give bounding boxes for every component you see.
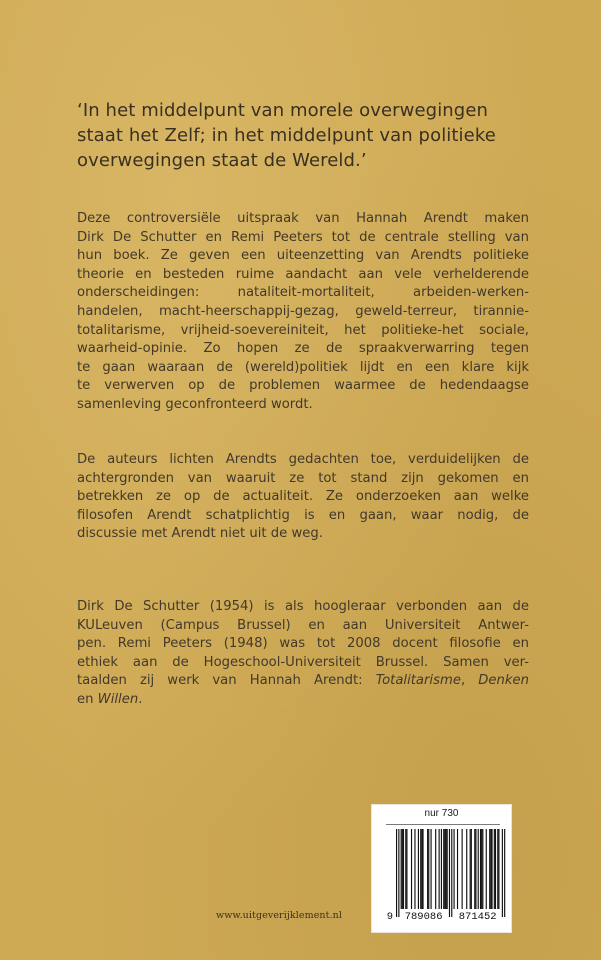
barcode-bar xyxy=(449,829,450,917)
barcode-bar xyxy=(406,829,407,909)
barcode-label xyxy=(371,804,512,933)
barcode-bar xyxy=(414,829,415,909)
barcode-bar xyxy=(495,829,496,909)
quote-line: staat het Zelf; in het middelpunt van politieke xyxy=(77,125,496,146)
text-line xyxy=(77,691,529,710)
barcode-bar xyxy=(451,829,452,917)
cover-quote xyxy=(77,98,547,173)
barcode-bar xyxy=(470,829,471,909)
barcode-bar xyxy=(466,829,467,909)
text-line xyxy=(77,672,529,691)
publisher-website: www.uitgeverijklement.nl xyxy=(216,910,343,921)
text-line: totalitarisme, vrijheid-soevereiniteit, het politieke-het sociale, xyxy=(77,322,529,338)
barcode-bar xyxy=(418,829,419,909)
text-line: pen. Remi Peeters (1948) was tot 2008 docent filosofie en xyxy=(77,636,529,652)
text-line: samenleving geconfronteerd wordt. xyxy=(77,396,313,412)
text-line: hun boek. Ze geven een uiteenzetting van Arendts politieke xyxy=(77,248,529,264)
text-line: betrekken ze op de actualiteit. Ze onderzoeken aan welke xyxy=(77,489,529,505)
barcode-bar xyxy=(443,829,444,909)
barcode-bar xyxy=(403,829,404,909)
barcode-first-digit: 9 xyxy=(386,911,393,923)
book-title-denken: Denken xyxy=(478,673,529,689)
barcode-bar xyxy=(396,829,397,917)
barcode-bar xyxy=(427,829,428,909)
barcode-bar xyxy=(431,829,432,909)
barcode-bar xyxy=(398,829,399,917)
text-fragment: taalden zij werk van Hannah Arendt: xyxy=(77,673,376,689)
barcode-bar xyxy=(490,829,491,909)
author-bio xyxy=(77,598,529,710)
text-line: handelen, macht-heerschappij-gezag, geweld-terreur, tirannie- xyxy=(77,303,529,319)
barcode-bar xyxy=(474,829,475,909)
text-line: waarheid-opinie. Zo hopen ze de spraakverwarring tegen xyxy=(77,341,529,357)
text-line: filosofen Arendt schatplichtig is en gaan, waar nodig, de xyxy=(77,507,529,523)
barcode-bar xyxy=(491,829,492,909)
text-line: te verwerven op de problemen waarmee de hedendaagse xyxy=(77,378,529,394)
nur-code: nur 730 xyxy=(424,808,459,819)
barcode-bar xyxy=(447,829,448,909)
barcode-left-digits: 789086 xyxy=(404,911,443,923)
barcode-bar xyxy=(411,829,412,909)
text-line: theorie en besteden ruime aandacht aan vele verhelderende xyxy=(77,266,529,282)
barcode-bar xyxy=(486,829,487,909)
quote-line: overwegingen staat de Wereld.’ xyxy=(77,150,367,171)
text-line: Dirk De Schutter (1954) is als hoogleraar verbonden aan de xyxy=(77,599,529,614)
text-line: discussie met Arendt niet uit de weg. xyxy=(77,526,323,542)
barcode-bar xyxy=(401,829,402,909)
barcode-bar xyxy=(489,829,490,909)
barcode-bar xyxy=(504,829,505,917)
barcode-right-digits: 871452 xyxy=(458,911,497,923)
text-line: onderscheidingen: nataliteit-mortaliteit, arbeiden-werken- xyxy=(77,285,529,301)
barcode-bar xyxy=(422,829,423,909)
barcode-bar xyxy=(481,829,482,909)
separator: , xyxy=(460,673,479,689)
barcode-bar xyxy=(494,829,495,909)
text-line: te gaan waaraan de (wereld)politiek lijdt en een klare kijk xyxy=(77,359,529,375)
barcode-bar xyxy=(471,829,472,909)
barcode-bar xyxy=(475,829,476,909)
barcode-bar xyxy=(480,829,481,909)
text-line: Deze controversiële uitspraak van Hannah Arendt maken xyxy=(77,211,529,226)
isbn-barcode xyxy=(372,805,511,932)
text-line: De auteurs lichten Arendts gedachten toe, verduidelijken de xyxy=(77,452,529,467)
text-line: Dirk De Schutter en Remi Peeters tot de centrale stelling van xyxy=(77,229,529,245)
barcode-bar xyxy=(428,829,429,909)
barcode-bar xyxy=(462,829,463,909)
barcode-bar xyxy=(405,829,406,909)
barcode-bar xyxy=(482,829,483,909)
barcode-bar xyxy=(498,829,499,909)
text-line: ethiek aan de Hogeschool-Universiteit Brussel. Samen ver- xyxy=(77,654,529,670)
barcode-bar xyxy=(478,829,479,909)
description-paragraph-1 xyxy=(77,210,529,415)
barcode-bar xyxy=(457,829,458,909)
barcode-bar xyxy=(421,829,422,909)
barcode-bar xyxy=(497,829,498,909)
description-paragraph-2 xyxy=(77,451,529,544)
barcode-bar xyxy=(502,829,503,917)
text-fragment: . xyxy=(138,691,143,707)
barcode-bar xyxy=(420,829,421,909)
barcode-bar xyxy=(435,829,436,909)
text-line: KULeuven (Campus Brussel) en aan Universiteit Antwer- xyxy=(77,617,529,633)
text-line: achtergronden van waaruit ze tot stand zijn gekomen en xyxy=(77,470,529,486)
barcode-bar xyxy=(444,829,445,909)
text-fragment: en xyxy=(77,691,98,707)
barcode-bar xyxy=(439,829,440,909)
quote-line: ‘In het middelpunt van morele overwegingen xyxy=(77,100,489,121)
book-title-willen: Willen xyxy=(97,691,139,707)
barcode-bar xyxy=(402,829,403,909)
barcode-bar xyxy=(454,829,455,909)
barcode-bar xyxy=(441,829,442,909)
barcode-bar xyxy=(445,829,446,909)
book-title-totalitarisme: Totalitarisme xyxy=(375,673,461,689)
